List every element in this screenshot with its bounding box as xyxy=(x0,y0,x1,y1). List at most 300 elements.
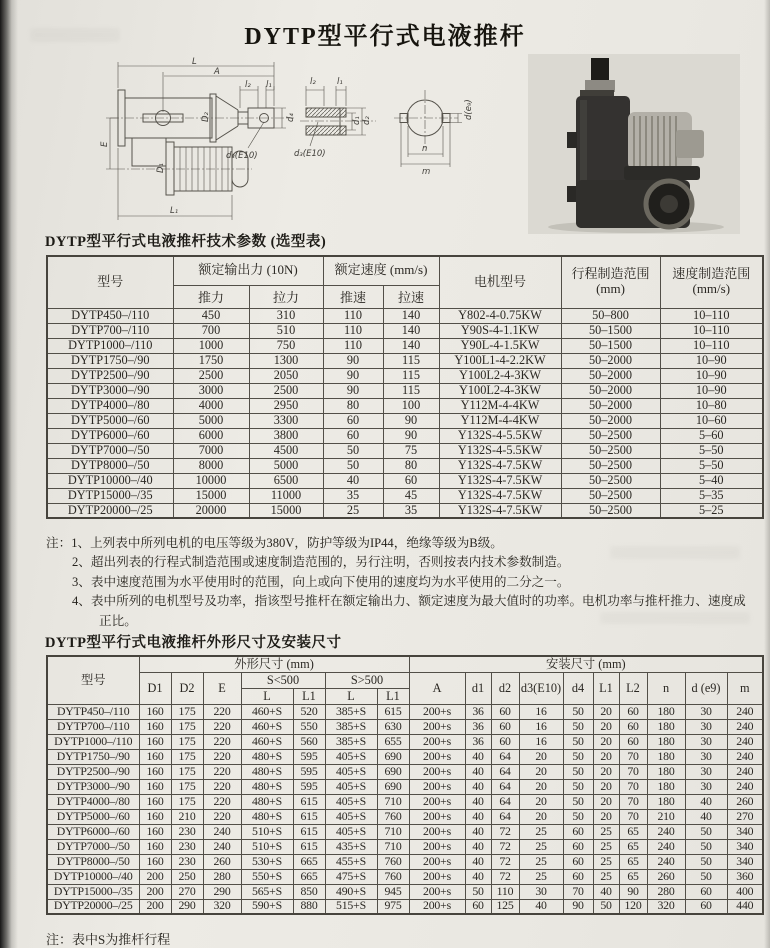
dim-value-cell: 160 xyxy=(139,764,171,779)
dim-value-cell: 280 xyxy=(203,869,241,884)
dim-value-cell: 110 xyxy=(491,884,519,899)
dim-value-cell: 70 xyxy=(619,809,647,824)
dim-value-cell: 40 xyxy=(465,839,491,854)
dim-value-cell: 120 xyxy=(619,899,647,914)
dim-row xyxy=(47,719,763,734)
spec-value-cell: 4500 xyxy=(249,443,323,458)
dim-value-cell: 40 xyxy=(593,884,619,899)
dim-col-L1: L1 xyxy=(593,672,619,704)
spec-value-cell: 110 xyxy=(323,323,383,338)
dim-group-outline: 外形尺寸 (mm) xyxy=(139,656,409,672)
dim-value-cell: 25 xyxy=(519,854,563,869)
dim-value-cell: 200+s xyxy=(409,869,465,884)
dim-value-cell: 550+S xyxy=(241,869,293,884)
dim-value-cell: 850 xyxy=(293,884,325,899)
dim-row xyxy=(47,779,763,794)
dim-value-cell: 20 xyxy=(593,704,619,719)
spec-model-cell: DYTP5000–/60 xyxy=(47,413,173,428)
spec-col-pull-force: 拉力 xyxy=(249,285,323,308)
spec-col-rated-force: 额定输出力 (10N) xyxy=(173,256,323,285)
dim-value-cell: 200+s xyxy=(409,794,465,809)
dim-row xyxy=(47,764,763,779)
dim-value-cell: 64 xyxy=(491,764,519,779)
dim-value-cell: 200 xyxy=(139,869,171,884)
dim-label-L1: L₁ xyxy=(170,206,179,216)
dim-value-cell: 60 xyxy=(685,899,727,914)
dim-value-cell: 615 xyxy=(293,809,325,824)
spec-value-cell: 110 xyxy=(323,338,383,353)
dim-table xyxy=(46,655,764,915)
dim-label-de9: d(e₉) xyxy=(464,99,474,120)
spec-row xyxy=(47,368,763,383)
spec-col-model: 型号 xyxy=(47,256,173,308)
spec-row xyxy=(47,338,763,353)
dim-row xyxy=(47,869,763,884)
dim-value-cell: 200+s xyxy=(409,809,465,824)
spec-value-cell: 3800 xyxy=(249,428,323,443)
dim-value-cell: 175 xyxy=(171,749,203,764)
dim-model-cell: DYTP4000–/80 xyxy=(47,794,139,809)
dim-value-cell: 20 xyxy=(593,794,619,809)
dim-value-cell: 180 xyxy=(647,764,685,779)
spec-value-cell: 90 xyxy=(323,368,383,383)
dim-value-cell: 50 xyxy=(563,749,593,764)
dim-model-cell: DYTP1750–/90 xyxy=(47,749,139,764)
dim-value-cell: 64 xyxy=(491,809,519,824)
dim-value-cell: 290 xyxy=(203,884,241,899)
dim-value-cell: 400 xyxy=(727,884,763,899)
spec-value-cell: 50–2000 xyxy=(561,398,660,413)
dim-value-cell: 220 xyxy=(203,719,241,734)
spec-value-cell: 5–50 xyxy=(660,443,763,458)
spec-table-body xyxy=(47,308,763,518)
spec-value-cell: 5000 xyxy=(173,413,249,428)
dim-value-cell: 25 xyxy=(593,824,619,839)
dim-value-cell: 50 xyxy=(563,764,593,779)
spec-row xyxy=(47,503,763,518)
spec-row xyxy=(47,308,763,323)
dim-value-cell: 50 xyxy=(685,824,727,839)
dim-value-cell: 72 xyxy=(491,869,519,884)
dim-col-d1: d1 xyxy=(465,672,491,704)
dim-value-cell: 270 xyxy=(727,809,763,824)
spec-value-cell: 50–1500 xyxy=(561,323,660,338)
spec-value-cell: 10000 xyxy=(173,473,249,488)
spec-value-cell: 80 xyxy=(323,398,383,413)
dim-value-cell: 240 xyxy=(647,824,685,839)
dim-value-cell: 60 xyxy=(563,854,593,869)
dim-value-cell: 30 xyxy=(685,779,727,794)
spec-value-cell: 50–2500 xyxy=(561,488,660,503)
dim-value-cell: 16 xyxy=(519,704,563,719)
dim-value-cell: 70 xyxy=(619,749,647,764)
dim-value-cell: 460+S xyxy=(241,704,293,719)
spec-value-cell: 50–2500 xyxy=(561,458,660,473)
spec-value-cell: 3000 xyxy=(173,383,249,398)
dim-value-cell: 60 xyxy=(491,734,519,749)
dim-value-cell: 50 xyxy=(465,884,491,899)
spec-model-cell: DYTP8000–/50 xyxy=(47,458,173,473)
dim-label-d1: d₁ xyxy=(352,116,362,125)
dim-value-cell: 240 xyxy=(727,779,763,794)
dim-value-cell: 20 xyxy=(593,749,619,764)
dim-col-L2: L2 xyxy=(619,672,647,704)
dim-label-l1b: l₁ xyxy=(337,77,343,87)
dim-value-cell: 200 xyxy=(139,884,171,899)
dim-value-cell: 30 xyxy=(685,764,727,779)
dim-value-cell: 760 xyxy=(377,869,409,884)
dim-value-cell: 475+S xyxy=(325,869,377,884)
dim-value-cell: 50 xyxy=(563,704,593,719)
spec-value-cell: 5000 xyxy=(249,458,323,473)
dim-value-cell: 175 xyxy=(171,704,203,719)
dim-value-cell: 615 xyxy=(293,794,325,809)
dim-value-cell: 200 xyxy=(139,899,171,914)
dim-value-cell: 690 xyxy=(377,749,409,764)
spec-value-cell: 5–60 xyxy=(660,428,763,443)
dim-value-cell: 20 xyxy=(519,779,563,794)
dim-value-cell: 64 xyxy=(491,749,519,764)
dim-value-cell: 490+S xyxy=(325,884,377,899)
dim-table-body xyxy=(47,704,763,914)
dim-value-cell: 60 xyxy=(619,734,647,749)
dim-value-cell: 460+S xyxy=(241,734,293,749)
dim-value-cell: 230 xyxy=(171,824,203,839)
spec-col-push-force: 推力 xyxy=(173,285,249,308)
dimension-drawing xyxy=(88,56,533,234)
dim-value-cell: 40 xyxy=(685,794,727,809)
spec-value-cell: 10–90 xyxy=(660,353,763,368)
spec-col-pull-speed: 拉速 xyxy=(383,285,439,308)
dim-value-cell: 340 xyxy=(727,824,763,839)
dim-model-cell: DYTP3000–/90 xyxy=(47,779,139,794)
dim-value-cell: 40 xyxy=(465,794,491,809)
dim-value-cell: 90 xyxy=(563,899,593,914)
dim-value-cell: 36 xyxy=(465,734,491,749)
dim-value-cell: 615 xyxy=(293,824,325,839)
dim-value-cell: 160 xyxy=(139,719,171,734)
spec-value-cell: 10–90 xyxy=(660,368,763,383)
dim-value-cell: 340 xyxy=(727,839,763,854)
spec-model-cell: DYTP15000–/35 xyxy=(47,488,173,503)
spec-value-cell: Y132S-4-7.5KW xyxy=(439,458,561,473)
dim-value-cell: 615 xyxy=(377,704,409,719)
dim-value-cell: 65 xyxy=(619,824,647,839)
dim-value-cell: 200+s xyxy=(409,749,465,764)
spec-value-cell: Y100L2-4-3KW xyxy=(439,383,561,398)
dim-value-cell: 340 xyxy=(727,854,763,869)
dim-value-cell: 200+s xyxy=(409,764,465,779)
dim-value-cell: 160 xyxy=(139,809,171,824)
dim-col-A: A xyxy=(409,672,465,704)
spec-value-cell: 1300 xyxy=(249,353,323,368)
note-line xyxy=(46,573,752,592)
dim-value-cell: 65 xyxy=(619,854,647,869)
spec-row xyxy=(47,443,763,458)
dim-value-cell: 200+s xyxy=(409,854,465,869)
dim-label-l2b: l₂ xyxy=(310,77,316,87)
dim-value-cell: 210 xyxy=(647,809,685,824)
dim-value-cell: 690 xyxy=(377,779,409,794)
note-line xyxy=(46,553,752,572)
dim-value-cell: 25 xyxy=(593,854,619,869)
spec-value-cell: 15000 xyxy=(249,503,323,518)
spec-row xyxy=(47,353,763,368)
dim-model-cell: DYTP5000–/60 xyxy=(47,809,139,824)
spec-value-cell: 115 xyxy=(383,383,439,398)
spec-value-cell: 310 xyxy=(249,308,323,323)
product-photo-image xyxy=(528,54,740,234)
ring-detail-labels xyxy=(422,99,474,177)
dim-value-cell: 360 xyxy=(727,869,763,884)
dim-model-cell: DYTP7000–/50 xyxy=(47,839,139,854)
spec-value-cell: 60 xyxy=(323,413,383,428)
dim-group-install: 安装尺寸 (mm) xyxy=(409,656,763,672)
dim-value-cell: 250 xyxy=(171,869,203,884)
spec-value-cell: 11000 xyxy=(249,488,323,503)
spec-value-cell: 25 xyxy=(323,503,383,518)
dim-value-cell: 25 xyxy=(593,839,619,854)
dim-value-cell: 880 xyxy=(293,899,325,914)
dim-col-n: n xyxy=(647,672,685,704)
spec-value-cell: 10–110 xyxy=(660,308,763,323)
side-view-labels xyxy=(100,57,296,216)
dim-value-cell: 40 xyxy=(465,869,491,884)
spec-col-push-speed: 推速 xyxy=(323,285,383,308)
spec-value-cell: 50–2000 xyxy=(561,353,660,368)
dim-value-cell: 36 xyxy=(465,704,491,719)
dim-value-cell: 40 xyxy=(465,749,491,764)
spec-value-cell: 20000 xyxy=(173,503,249,518)
dim-value-cell: 180 xyxy=(647,749,685,764)
spec-value-cell: 750 xyxy=(249,338,323,353)
dim-value-cell: 70 xyxy=(563,884,593,899)
spec-value-cell: 510 xyxy=(249,323,323,338)
spec-value-cell: 90 xyxy=(323,383,383,398)
dim-row xyxy=(47,809,763,824)
dim-model-cell: DYTP8000–/50 xyxy=(47,854,139,869)
dim-value-cell: 60 xyxy=(685,884,727,899)
dim-value-cell: 480+S xyxy=(241,779,293,794)
spec-row xyxy=(47,488,763,503)
notes-block xyxy=(46,534,752,631)
dim-value-cell: 30 xyxy=(685,704,727,719)
dim-value-cell: 320 xyxy=(203,899,241,914)
spec-value-cell: 75 xyxy=(383,443,439,458)
dim-value-cell: 945 xyxy=(377,884,409,899)
dim-value-cell: 200+s xyxy=(409,839,465,854)
dim-value-cell: 20 xyxy=(593,809,619,824)
dim-label-D2: D₂ xyxy=(201,112,211,122)
dim-value-cell: 16 xyxy=(519,719,563,734)
dim-value-cell: 70 xyxy=(619,779,647,794)
dim-value-cell: 180 xyxy=(647,704,685,719)
dim-value-cell: 240 xyxy=(727,719,763,734)
spec-value-cell: 90 xyxy=(383,413,439,428)
note-prefix: 注： xyxy=(46,536,72,550)
spec-value-cell: 10–80 xyxy=(660,398,763,413)
dim-value-cell: 40 xyxy=(465,764,491,779)
dim-value-cell: 710 xyxy=(377,839,409,854)
dim-value-cell: 30 xyxy=(685,749,727,764)
spec-value-cell: Y90S-4-1.1KW xyxy=(439,323,561,338)
dim-row xyxy=(47,899,763,914)
dim-value-cell: 595 xyxy=(293,749,325,764)
dim-label-l1: l₁ xyxy=(266,80,272,90)
dim-col-L1-lt: L1 xyxy=(293,688,325,704)
dim-value-cell: 385+S xyxy=(325,734,377,749)
dim-label-D1: D₁ xyxy=(156,163,166,173)
spec-value-cell: 700 xyxy=(173,323,249,338)
spec-value-cell: 60 xyxy=(383,473,439,488)
dim-value-cell: 40 xyxy=(685,809,727,824)
dim-label-d3: d₃(E10) xyxy=(226,151,258,161)
spec-value-cell: 115 xyxy=(383,353,439,368)
note-line xyxy=(46,592,752,631)
spec-value-cell: 6500 xyxy=(249,473,323,488)
dim-value-cell: 40 xyxy=(465,779,491,794)
dim-row xyxy=(47,824,763,839)
dim-value-cell: 230 xyxy=(171,839,203,854)
dim-value-cell: 64 xyxy=(491,794,519,809)
dim-value-cell: 240 xyxy=(203,839,241,854)
dim-model-cell: DYTP15000–/35 xyxy=(47,884,139,899)
dim-value-cell: 50 xyxy=(563,779,593,794)
spec-col-motor: 电机型号 xyxy=(439,256,561,308)
dim-value-cell: 615 xyxy=(293,839,325,854)
spec-value-cell: 60 xyxy=(323,428,383,443)
spec-col-rated-speed: 额定速度 (mm/s) xyxy=(323,256,439,285)
dim-value-cell: 460+S xyxy=(241,719,293,734)
spec-model-cell: DYTP6000–/60 xyxy=(47,428,173,443)
dim-value-cell: 40 xyxy=(465,854,491,869)
dim-value-cell: 200+s xyxy=(409,824,465,839)
spec-model-cell: DYTP2500–/90 xyxy=(47,368,173,383)
dim-model-cell: DYTP2500–/90 xyxy=(47,764,139,779)
spec-value-cell: 50–2000 xyxy=(561,368,660,383)
dim-value-cell: 405+S xyxy=(325,749,377,764)
dim-row xyxy=(47,794,763,809)
spec-value-cell: 50–2500 xyxy=(561,428,660,443)
spec-value-cell: 2050 xyxy=(249,368,323,383)
product-photo xyxy=(528,54,740,234)
dim-value-cell: 60 xyxy=(563,839,593,854)
spec-model-cell: DYTP20000–/25 xyxy=(47,503,173,518)
spec-value-cell: 50–2500 xyxy=(561,473,660,488)
spec-row xyxy=(47,323,763,338)
dim-value-cell: 260 xyxy=(647,869,685,884)
spec-value-cell: 10–60 xyxy=(660,413,763,428)
dim-value-cell: 200+s xyxy=(409,719,465,734)
dim-row xyxy=(47,884,763,899)
dim-value-cell: 630 xyxy=(377,719,409,734)
dim-value-cell: 240 xyxy=(727,749,763,764)
dim-col-d2: d2 xyxy=(491,672,519,704)
dim-value-cell: 50 xyxy=(685,854,727,869)
dim-value-cell: 25 xyxy=(593,869,619,884)
dim-value-cell: 36 xyxy=(465,719,491,734)
dim-value-cell: 72 xyxy=(491,824,519,839)
dim-value-cell: 590+S xyxy=(241,899,293,914)
spec-value-cell: 50 xyxy=(323,458,383,473)
dim-value-cell: 175 xyxy=(171,779,203,794)
dim-value-cell: 160 xyxy=(139,839,171,854)
dim-value-cell: 595 xyxy=(293,779,325,794)
note-text: 4、表中所列的电机型号及功率，指该型号推杆在额定输出力、额定速度为最大值时的功率。电机功率与推杆推力、速度成正比。 xyxy=(72,594,746,628)
dim-value-cell: 320 xyxy=(647,899,685,914)
dim-value-cell: 200+s xyxy=(409,899,465,914)
dim-model-cell: DYTP6000–/60 xyxy=(47,824,139,839)
spec-value-cell: 115 xyxy=(383,368,439,383)
dim-col-d3: d3(E10) xyxy=(519,672,563,704)
dim-value-cell: 50 xyxy=(685,869,727,884)
spec-value-cell: 100 xyxy=(383,398,439,413)
dim-value-cell: 200+s xyxy=(409,779,465,794)
dim-value-cell: 240 xyxy=(727,704,763,719)
spec-value-cell: 40 xyxy=(323,473,383,488)
dim-value-cell: 260 xyxy=(203,854,241,869)
spec-value-cell: 3300 xyxy=(249,413,323,428)
dim-value-cell: 665 xyxy=(293,869,325,884)
dim-col-d4: d4 xyxy=(563,672,593,704)
spec-value-cell: Y100L2-4-3KW xyxy=(439,368,561,383)
dim-value-cell: 440 xyxy=(727,899,763,914)
dim-value-cell: 280 xyxy=(647,884,685,899)
dim-value-cell: 20 xyxy=(593,719,619,734)
spec-value-cell: 1000 xyxy=(173,338,249,353)
dim-value-cell: 520 xyxy=(293,704,325,719)
spec-model-cell: DYTP1000–/110 xyxy=(47,338,173,353)
dim-value-cell: 160 xyxy=(139,704,171,719)
spec-value-cell: 140 xyxy=(383,308,439,323)
dim-value-cell: 405+S xyxy=(325,779,377,794)
stroke-footnote: 注：表中S为推杆行程 xyxy=(46,932,171,947)
dim-value-cell: 230 xyxy=(171,854,203,869)
dim-col-L-gt: L xyxy=(325,688,377,704)
spec-value-cell: 2500 xyxy=(249,383,323,398)
dim-value-cell: 70 xyxy=(619,764,647,779)
spec-model-cell: DYTP3000–/90 xyxy=(47,383,173,398)
spec-value-cell: Y132S-4-7.5KW xyxy=(439,503,561,518)
dim-value-cell: 60 xyxy=(563,869,593,884)
dim-value-cell: 480+S xyxy=(241,749,293,764)
dim-value-cell: 220 xyxy=(203,794,241,809)
spec-value-cell: 10–90 xyxy=(660,383,763,398)
dim-value-cell: 530+S xyxy=(241,854,293,869)
dim-value-cell: 25 xyxy=(519,824,563,839)
dim-value-cell: 760 xyxy=(377,809,409,824)
dim-value-cell: 405+S xyxy=(325,764,377,779)
dim-row xyxy=(47,854,763,869)
dim-value-cell: 72 xyxy=(491,854,519,869)
dim-value-cell: 385+S xyxy=(325,719,377,734)
spec-value-cell: 2500 xyxy=(173,368,249,383)
dim-value-cell: 690 xyxy=(377,764,409,779)
book-spine-shadow xyxy=(0,0,18,948)
spec-value-cell: Y132S-4-7.5KW xyxy=(439,473,561,488)
spec-value-cell: 5–25 xyxy=(660,503,763,518)
dim-model-cell: DYTP10000–/40 xyxy=(47,869,139,884)
dim-value-cell: 72 xyxy=(491,839,519,854)
dim-value-cell: 160 xyxy=(139,854,171,869)
dim-row xyxy=(47,704,763,719)
dim-label-d2: d₂ xyxy=(362,116,372,125)
dim-value-cell: 200+s xyxy=(409,884,465,899)
dim-value-cell: 90 xyxy=(619,884,647,899)
spec-value-cell: 90 xyxy=(383,428,439,443)
dim-value-cell: 290 xyxy=(171,899,203,914)
dim-model-cell: DYTP20000–/25 xyxy=(47,899,139,914)
